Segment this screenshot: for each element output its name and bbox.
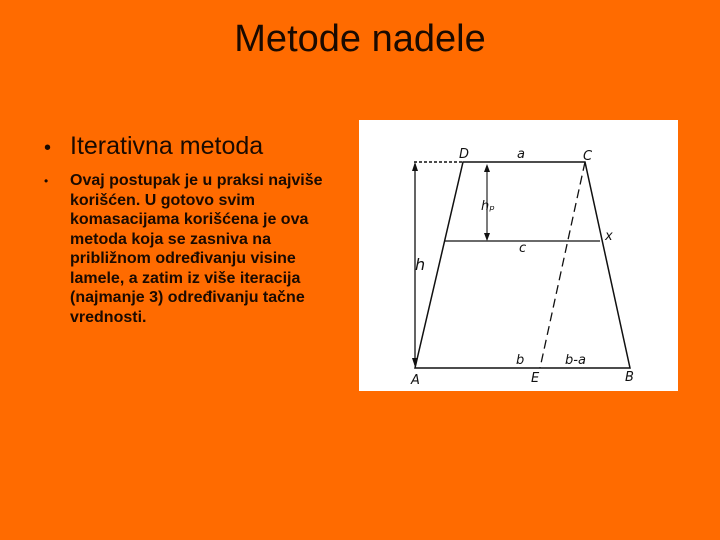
slide-title: Metode nadele [234, 18, 486, 60]
bullet-sub-text: Ovaj postupak je u praksi najviše korišćen. U gotovo svim komasacijama korišćena je ova metoda koja se zasniva na približnom određivanju visine lamele, a zatim iz više iteracija (najmanje 3) određivanju tačne vrednosti. [70, 172, 323, 326]
label-b: b [516, 353, 525, 368]
label-E: E [531, 371, 540, 386]
trapezoid-diagram [359, 120, 678, 391]
trapezoid-figure [359, 120, 678, 391]
label-h: h [415, 255, 426, 274]
bullet-sub-dot: • [44, 174, 49, 188]
label-A: A [411, 373, 420, 388]
label-b-minus-a: b-a [565, 353, 586, 368]
trapezoid-shape [415, 162, 630, 368]
arrow-up-icon [484, 164, 490, 172]
label-hp: hₚ [481, 199, 495, 214]
bullet-sub [44, 171, 354, 327]
label-c: c [519, 241, 527, 256]
bullet-main-text: Iterativna metoda [70, 132, 264, 160]
arrow-down-icon [484, 233, 490, 241]
dashed-diagonal [540, 162, 585, 368]
label-a: a [517, 147, 525, 162]
bullet-dot: • [44, 137, 52, 159]
bullet-main [44, 132, 354, 161]
label-C: C [583, 149, 593, 164]
arrow-up-icon [412, 162, 418, 171]
bullet-list [44, 132, 354, 327]
label-B: B [625, 370, 634, 385]
label-x: x [605, 229, 613, 244]
label-D: D [459, 147, 470, 162]
